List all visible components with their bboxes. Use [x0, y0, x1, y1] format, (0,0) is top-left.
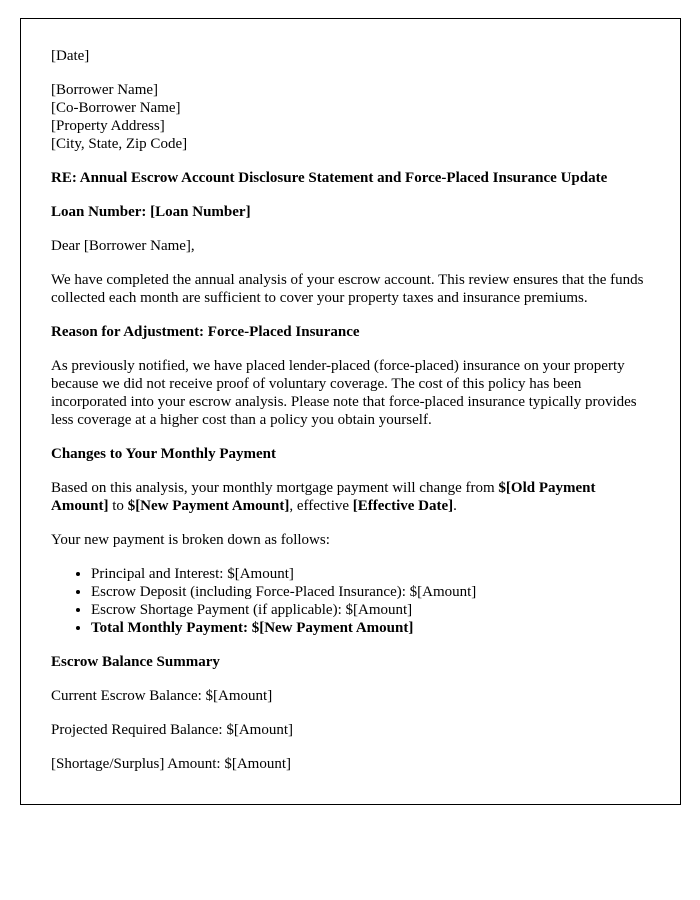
emphasized-text: [Effective Date]	[352, 498, 454, 514]
emphasized-text: $[New Payment Amount]	[127, 498, 290, 514]
plain-text: , effective	[289, 498, 353, 514]
list-item: • Escrow Shortage Payment (if applicable): $[Amount]	[91, 601, 650, 619]
address-line-city: [City, State, Zip Code]	[51, 136, 188, 152]
paragraph-intro: We have completed the annual analysis of your escrow account. This review ensures that the funds collected each month are sufficient to cover your property taxes and insurance premiums.	[51, 272, 644, 306]
address-line-coborrower: [Co-Borrower Name]	[51, 100, 181, 116]
plain-text: Based on this analysis, your monthly mortgage payment will change from	[51, 480, 499, 496]
list-item: • Escrow Deposit (including Force-Placed Insurance): $[Amount]	[91, 583, 650, 601]
address-block	[51, 81, 650, 153]
section-heading-reason: Reason for Adjustment: Force-Placed Insurance	[51, 324, 360, 340]
section-heading-changes: Changes to Your Monthly Payment	[51, 446, 277, 462]
paragraph-changes	[51, 479, 650, 515]
address-line-property: [Property Address]	[51, 118, 165, 134]
address-line-borrower: [Borrower Name]	[51, 82, 159, 98]
summary-line-current-balance: Current Escrow Balance: $[Amount]	[51, 688, 273, 704]
plain-text: to	[108, 498, 128, 514]
list-item: • Principal and Interest: $[Amount]	[91, 565, 650, 583]
emphasized-text: $[Old Payment Amount]	[51, 480, 596, 514]
loan-number-line: Loan Number: [Loan Number]	[51, 204, 251, 220]
paragraph-reason: As previously notified, we have placed lender-placed (force-placed) insurance on your property because we did not receive proof of voluntary coverage. The cost of this policy has been incorporated into your escrow analysis. Please note that force-placed insurance typically provides less coverage at a higher cost than a policy you obtain yourself.	[51, 358, 637, 428]
plain-text: .	[453, 498, 457, 514]
summary-line-shortage-surplus: [Shortage/Surplus] Amount: $[Amount]	[51, 756, 291, 772]
section-heading-summary: Escrow Balance Summary	[51, 654, 220, 670]
paragraph-breakdown-intro: Your new payment is broken down as follows:	[51, 532, 330, 548]
letter-frame	[20, 18, 681, 805]
subject-line: RE: Annual Escrow Account Disclosure Statement and Force-Placed Insurance Update	[51, 170, 608, 186]
payment-breakdown-list	[51, 565, 650, 637]
salutation: Dear [Borrower Name],	[51, 238, 195, 254]
list-item: • Total Monthly Payment: $[New Payment Amount]	[91, 619, 650, 637]
date-line: [Date]	[51, 48, 90, 64]
summary-line-projected-balance: Projected Required Balance: $[Amount]	[51, 722, 294, 738]
letter-body	[21, 19, 680, 773]
